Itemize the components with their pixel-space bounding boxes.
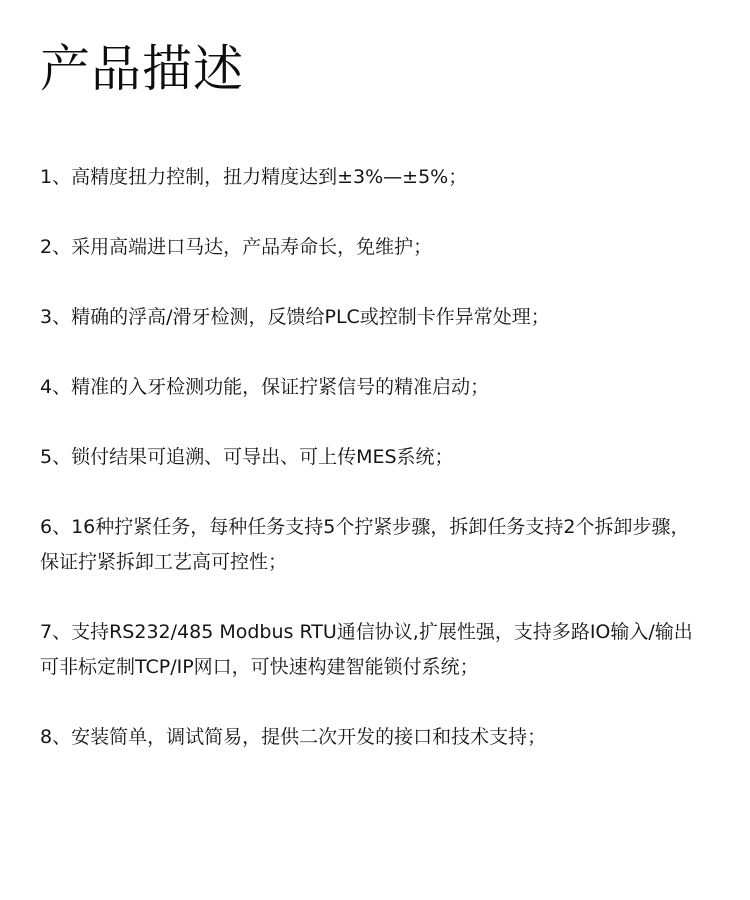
feature-item-8-line-1: 8、安装简单，调试简易，提供二次开发的接口和技术支持； xyxy=(40,726,547,748)
feature-item-6-line-1: 6、16种拧紧任务，每种任务支持5个拧紧步骤，拆卸任务支持2个拆卸步骤， xyxy=(40,516,690,538)
feature-item-3-line-1: 3、精确的浮高/滑牙检测，反馈给PLC或控制卡作异常处理； xyxy=(40,306,550,328)
feature-item-3 xyxy=(40,300,750,335)
feature-list xyxy=(40,160,750,790)
page-title: 产品描述 xyxy=(40,40,244,98)
feature-item-8 xyxy=(40,720,750,755)
feature-item-4 xyxy=(40,370,750,405)
feature-item-6 xyxy=(40,510,750,580)
feature-item-7-line-1: 7、支持RS232/485 Modbus RTU通信协议,扩展性强，支持多路IO输入/输出 xyxy=(40,621,693,643)
feature-item-5 xyxy=(40,440,750,475)
feature-item-1-line-1: 1、高精度扭力控制，扭力精度达到±3%—±5%； xyxy=(40,166,468,188)
feature-item-2-line-1: 2、采用高端进口马达，产品寿命长，免维护； xyxy=(40,236,433,258)
feature-item-7-line-2: 可非标定制TCP/IP网口，可快速构建智能锁付系统； xyxy=(40,656,479,678)
feature-item-6-line-2: 保证拧紧拆卸工艺高可控性； xyxy=(40,551,288,573)
feature-item-5-line-1: 5、锁付结果可追溯、可导出、可上传MES系统； xyxy=(40,446,454,468)
feature-item-4-line-1: 4、精准的入牙检测功能，保证拧紧信号的精准启动； xyxy=(40,376,490,398)
feature-item-7 xyxy=(40,615,750,685)
feature-item-2 xyxy=(40,230,750,265)
feature-item-1 xyxy=(40,160,750,195)
